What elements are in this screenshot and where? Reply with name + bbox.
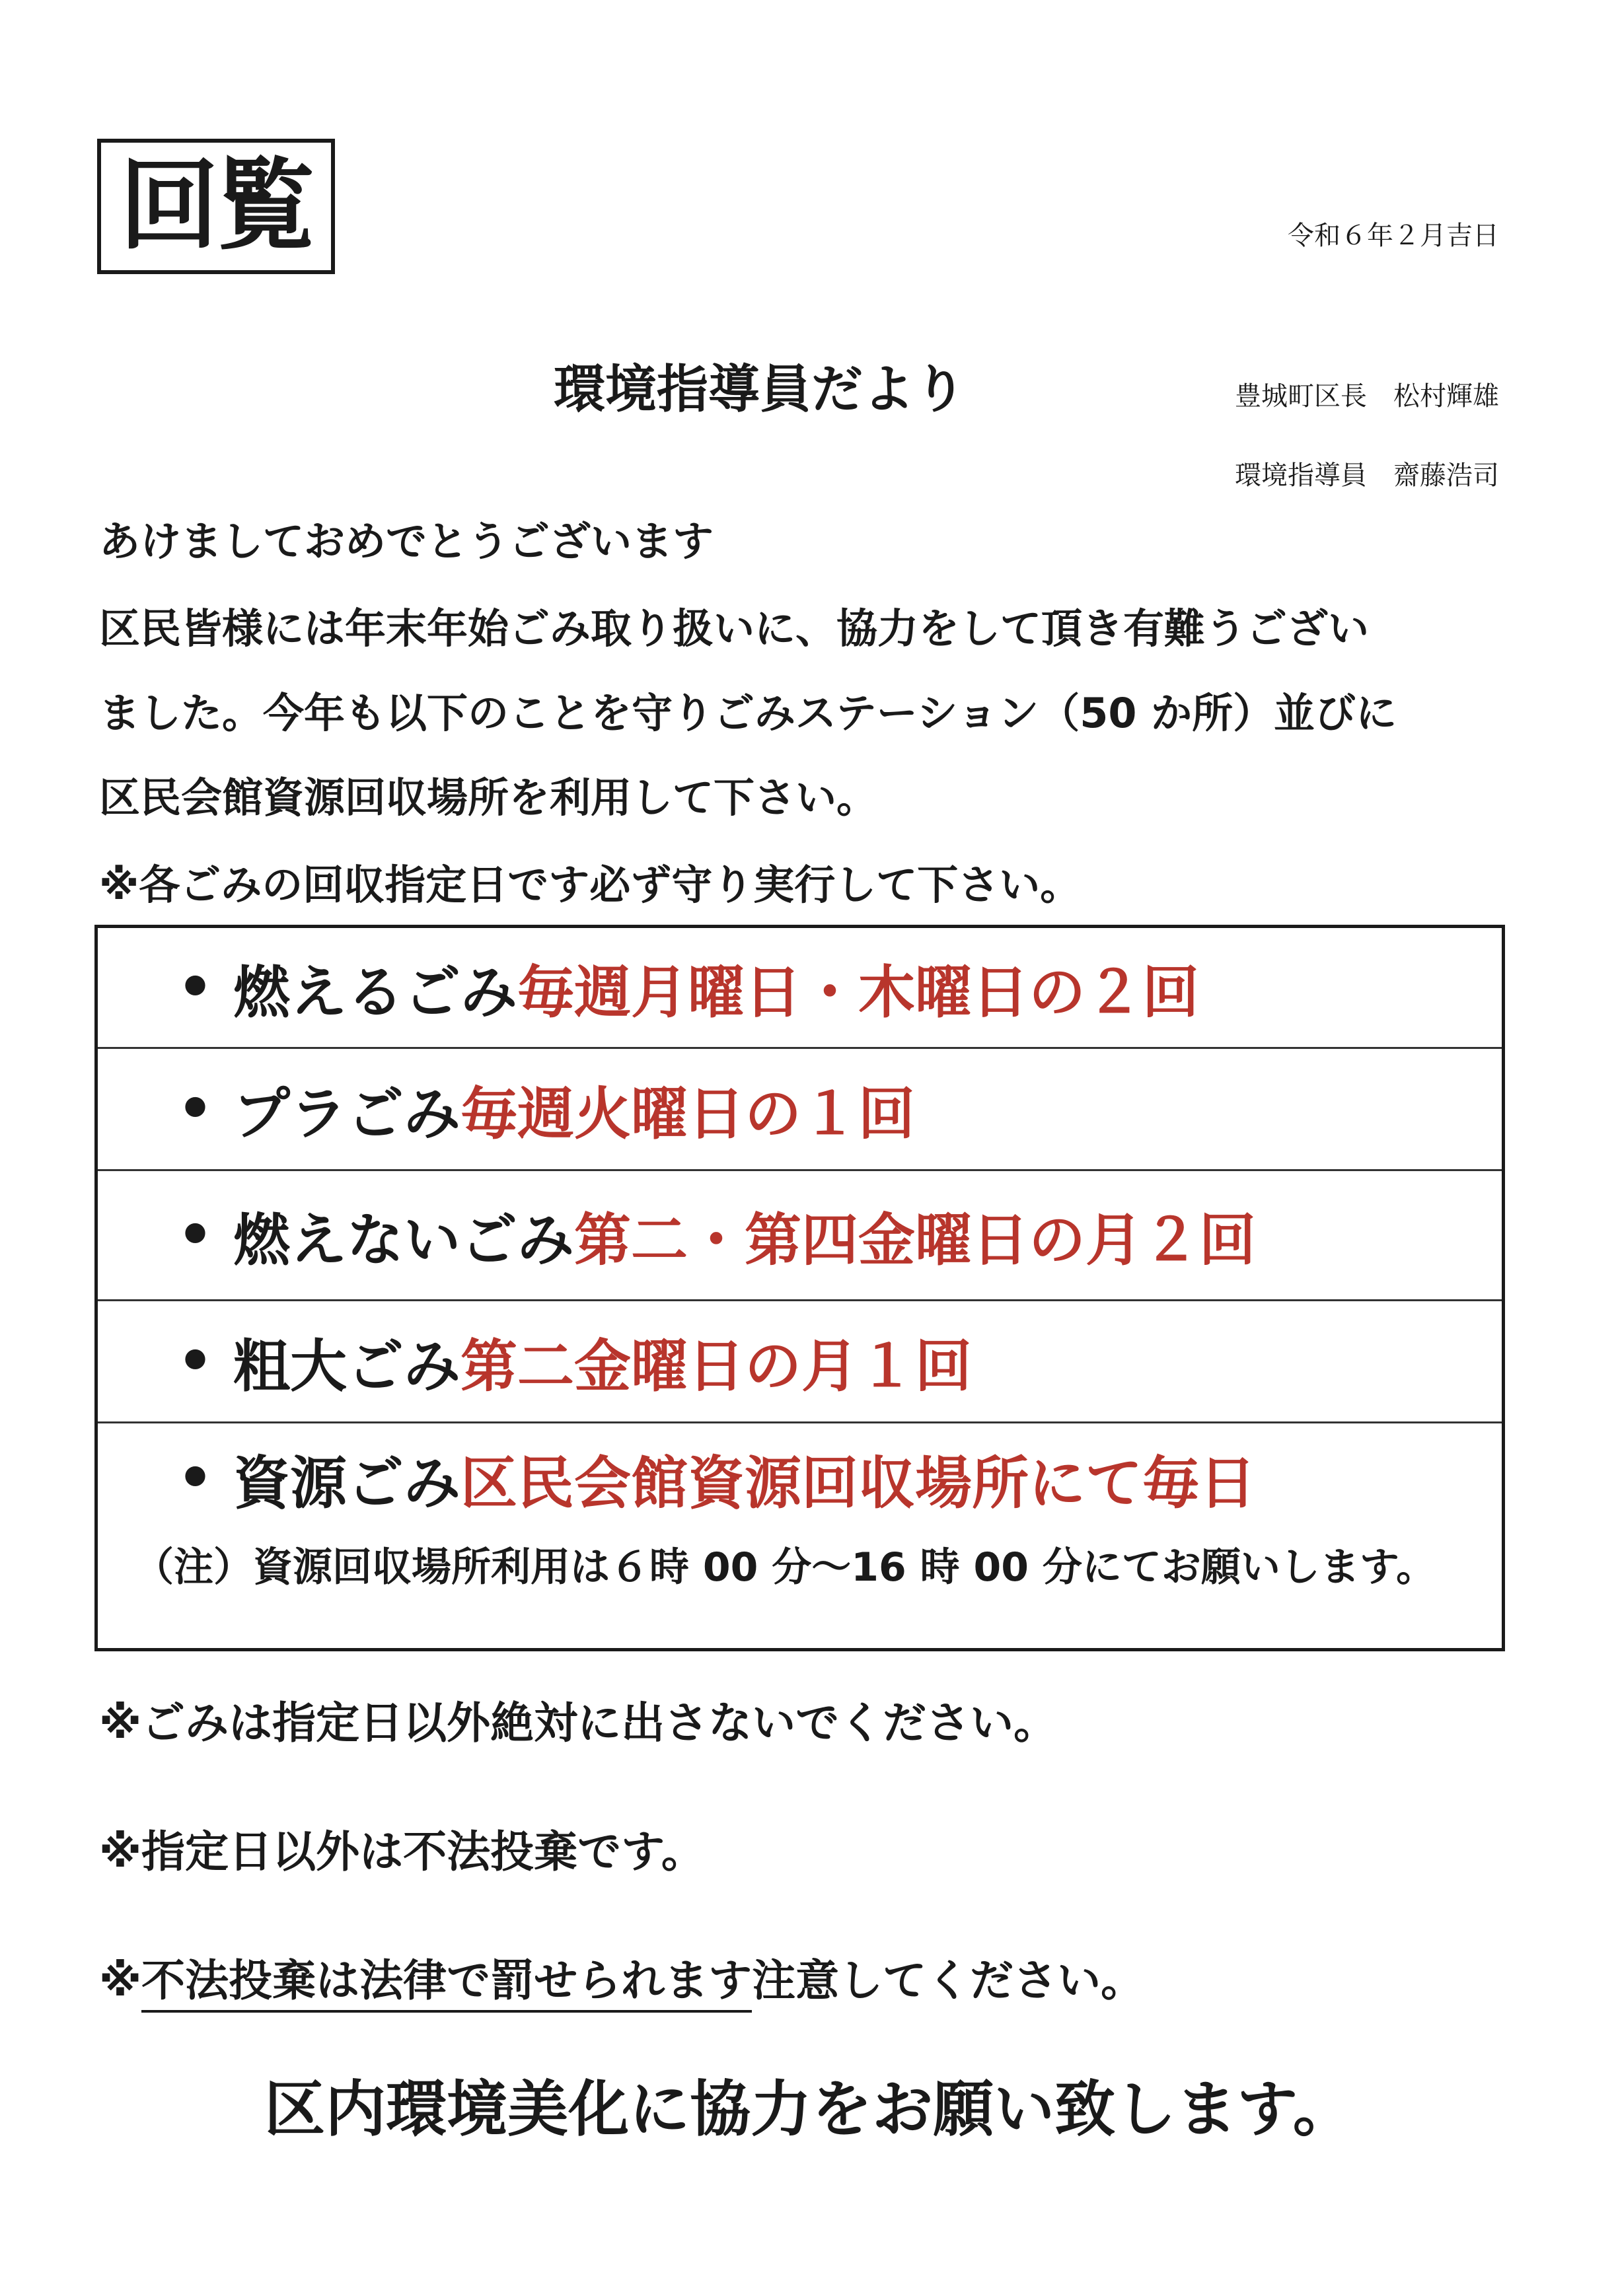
waste-type: 燃えないごみ <box>233 1207 574 1274</box>
intro-line-2: 区民皆様には年末年始ごみ取り扱いに、協力をして頂き有難うござい <box>99 604 1370 653</box>
issue-date: 令和６年２月吉日 <box>1288 221 1499 251</box>
warning-mark: ※ <box>99 1955 142 2006</box>
waste-type: プラごみ <box>233 1081 460 1147</box>
schedule-row <box>98 928 1502 1049</box>
underlined-warning: 不法投棄は法律で罰せられます <box>141 1955 752 2013</box>
circular-label-box <box>97 139 335 274</box>
waste-type: 粗大ごみ <box>233 1334 460 1400</box>
collection-days: 第二・第四金曜日の月２回 <box>573 1207 1256 1274</box>
collection-days: 第二金曜日の月１回 <box>460 1334 972 1400</box>
schedule-note: （注）資源回収場所利用は６時 00 分～16 時 00 分にてお願いします。 <box>134 1544 1436 1591</box>
bullet-mark: • <box>177 1202 213 1268</box>
intro-line-4: 区民会館資源回収場所を利用して下さい。 <box>99 773 878 822</box>
intro-line-5: ※各ごみの回収指定日です必ず守り実行して下さい。 <box>99 861 1082 909</box>
collection-days: 毎週火曜日の１回 <box>460 1081 915 1147</box>
warning-line-2: ※指定日以外は不法投棄です。 <box>99 1826 705 1877</box>
warning-line-1: ※ごみは指定日以外絶対に出さないでください。 <box>99 1698 1058 1748</box>
document-title: 環境指導員だより <box>553 360 966 419</box>
closing-message: 区内環境美化に協力をお願い致します。 <box>264 2074 1354 2145</box>
bullet-mark: • <box>177 954 213 1021</box>
sender-line-2: 環境指導員 齋藤浩司 <box>1235 460 1499 491</box>
schedule-row <box>98 1049 1502 1171</box>
intro-line-1: あけましておめでとうございます <box>99 517 714 565</box>
circular-label: 回覧 <box>119 149 313 264</box>
schedule-row <box>98 1423 1502 1532</box>
waste-type: 燃えるごみ <box>233 960 517 1026</box>
collection-days: 区民会館資源回収場所にて毎日 <box>460 1450 1256 1517</box>
schedule-table <box>94 925 1505 1651</box>
warning-line-3 <box>99 1945 1144 2008</box>
bullet-mark: • <box>177 1328 213 1394</box>
sender-line-1: 豊城町区長 松村輝雄 <box>1235 381 1499 412</box>
schedule-row <box>98 1171 1502 1301</box>
bullet-mark: • <box>177 1445 213 1511</box>
collection-days: 毎週月曜日・木曜日の２回 <box>517 960 1199 1026</box>
warning-suffix: 注意してください。 <box>752 1955 1145 2006</box>
schedule-row <box>98 1301 1502 1423</box>
waste-type: 資源ごみ <box>233 1450 460 1517</box>
bullet-mark: • <box>177 1076 213 1142</box>
intro-line-3: ました。今年も以下のことを守りごみステーション（50 か所）並びに <box>99 689 1397 737</box>
